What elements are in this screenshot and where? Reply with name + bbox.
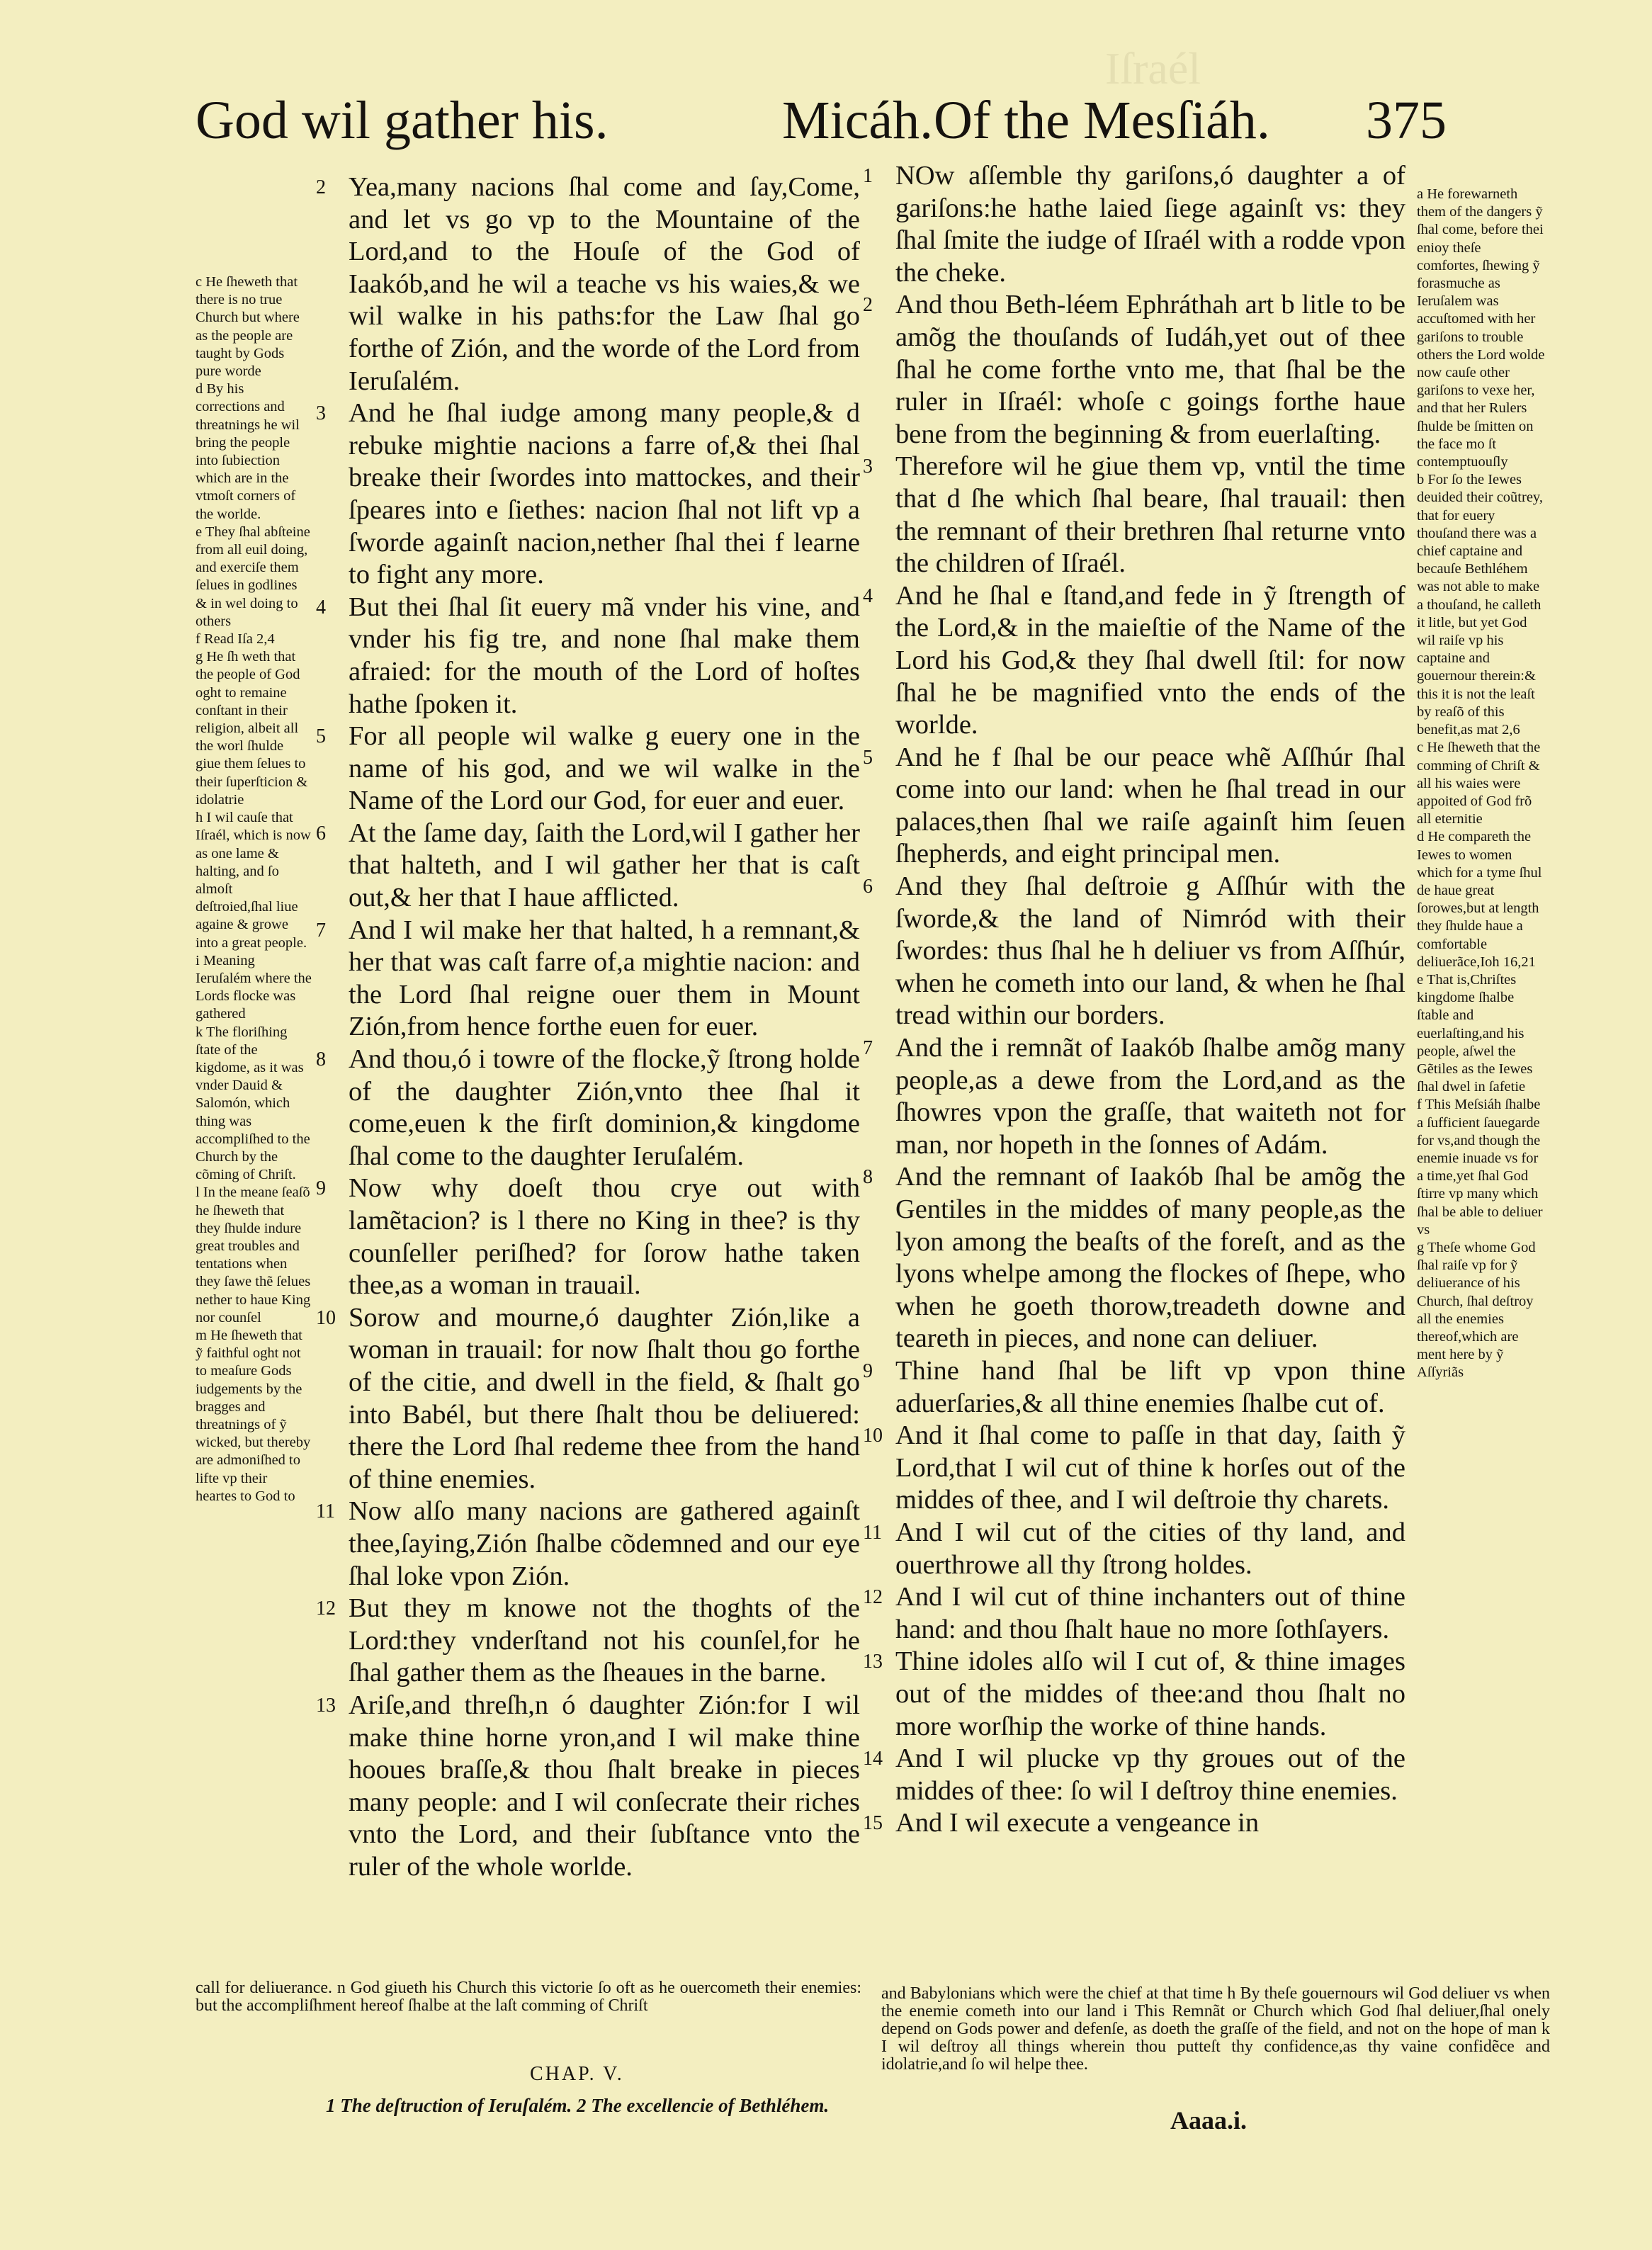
left-verse bbox=[316, 1690, 860, 1884]
margin-gloss: f This Meſsiáh ſhalbe a ſufficient ſauegarde for vs,and though the enemie inuade vs for a time,yet ſhal God ſtirre vp many which ſhal be able to deliuer vs bbox=[1417, 1097, 1543, 1238]
verse-text: Thine hand ſhal be lift vp vpon thine aduerſaries,& all thine enemies ſhalbe cut of. bbox=[895, 1355, 1405, 1418]
right-verse bbox=[863, 1161, 1405, 1355]
verse-number: 3 bbox=[863, 456, 873, 478]
verse-number: 11 bbox=[316, 1500, 335, 1523]
verse-text: Now alſo many nacions are gathered againſt thee,ſaying,Zión ſhalbe cõdemned and our eye ſhal loke vpon Zión. bbox=[349, 1496, 860, 1591]
margin-gloss: d He compareth the Iewes to women which for a tyme ſhul de haue great ſorowes,but at length they ſhulde haue a comfortable deliuerãce,Ioh 16,21 bbox=[1417, 829, 1542, 970]
verse-number: 13 bbox=[863, 1651, 883, 1673]
book-name: Micáh. bbox=[782, 91, 934, 150]
verse-number: 9 bbox=[863, 1359, 873, 1382]
margin-gloss: k The floriſhing ſtate of the kigdome, as it was vnder Dauid & Salomón, which thing was accompliſhed to the Church by the cõming of Chriſt. bbox=[196, 1024, 310, 1183]
verse-text: Thine idoles alſo wil I cut of, & thine images out of the middes of thee:and thou ſhalt no more worſhip the worke of thine hands. bbox=[895, 1646, 1405, 1741]
verse-number: 15 bbox=[863, 1812, 883, 1835]
margin-gloss: m He ſheweth that ỹ faithful oght not to meaſure Gods iudgements by the bragges and threatnings of ỹ wicked, but thereby are admoniſhed to lifte vp their heartes to God to bbox=[196, 1327, 311, 1504]
margin-gloss: c He ſheweth that the comming of Chriſt & all his waies were appoited of God frõ all eternitie bbox=[1417, 740, 1541, 827]
verse-number: 4 bbox=[316, 596, 326, 618]
verse-text: At the ſame day, ſaith the Lord,wil I gather her that halteth, and I wil gather her that is caſt out,& her that I haue afflicted. bbox=[349, 818, 860, 913]
right-verse bbox=[863, 1420, 1405, 1517]
left-verse bbox=[316, 818, 860, 915]
verse-number: 7 bbox=[316, 919, 326, 942]
verse-text: For all people wil walke g euery one in the name of his god, and we wil walke in the Name of the Lord our God, for euer and euer. bbox=[349, 721, 860, 816]
verse-text: But they m knowe not the thoghts of the Lord:they vnderſtand not his counſel,for he ſhal gather them as the ſheaues in the barne. bbox=[349, 1593, 860, 1688]
verse-text: And the i remnãt of Iaakób ſhalbe amõg many people,as a dewe from the Lord,and as the ſhowres vpon the graſſe, that waiteth not for man, nor hopeth in the ſonnes of Adám. bbox=[895, 1033, 1405, 1160]
verse-number: 2 bbox=[863, 294, 873, 317]
verse-text: Ariſe,and threſh,n ó daughter Zión:for I wil make thine horne yron,and I wil make thine hooues braſſe,& thou ſhalt breake in pieces many people: and I wil conſecrate their riches vnto the Lord, and their ſubſtance vnto the ruler of the whole worlde. bbox=[349, 1690, 860, 1882]
verse-number: 12 bbox=[316, 1598, 336, 1620]
right-verse bbox=[863, 1355, 1405, 1420]
bleed-through-text: Iſraél bbox=[1105, 43, 1201, 94]
left-margin-glosses bbox=[196, 273, 312, 1505]
verse-number: 5 bbox=[316, 725, 326, 748]
right-verse bbox=[863, 1581, 1405, 1646]
verse-number: 11 bbox=[863, 1521, 882, 1544]
right-verse bbox=[863, 1646, 1405, 1743]
verse-number: 9 bbox=[316, 1177, 326, 1200]
verse-text: NOw aſſemble thy gariſons,ó daughter a of gariſons:he hathe laied ſiege againſt vs: they ſhal ſmite the iudge of Iſraél with a rodde vpon the cheke. bbox=[895, 161, 1405, 288]
margin-gloss: i Meaning Ieruſalém where the Lords flocke was gathered bbox=[196, 952, 312, 1022]
left-verse bbox=[316, 1496, 860, 1593]
left-verse bbox=[316, 1593, 860, 1690]
left-verse bbox=[316, 1302, 860, 1496]
left-verse bbox=[316, 171, 860, 397]
footnote-left: call for deliuerance. n God giueth his Church this victorie ſo oft as he ouercometh their enemies: but the accompliſhment hereof ſhalbe at the laſt comming of Chriſt bbox=[196, 1979, 861, 2015]
page-number: 375 bbox=[1366, 91, 1447, 150]
right-text-column bbox=[863, 160, 1405, 1840]
left-verse bbox=[316, 592, 860, 720]
right-verse bbox=[863, 580, 1405, 742]
verse-number: 10 bbox=[316, 1306, 336, 1329]
margin-gloss: e They ſhal abſteine from all euil doing, and exerciſe them ſelues in godlines & in wel doing to others bbox=[196, 524, 310, 629]
right-verse bbox=[863, 742, 1405, 871]
left-verse bbox=[316, 397, 860, 592]
margin-gloss: b For ſo the Iewes deuided their coũtrey, that for euery thouſand there was a chief captaine and becauſe Bethléhem was not able to make a thouſand, he calleth it litle, but yet God wil raiſe vp his captaine and gouernour therein:& this it is not the leaſt by reaſõ of this benefit,as mat 2,6 bbox=[1417, 472, 1543, 738]
verse-number: 12 bbox=[863, 1586, 883, 1609]
margin-gloss: e That is,Chriſtes kingdome ſhalbe ſtable and euerlaſting,and his people, aſwel the Gẽtiles as the Iewes ſhal dwel in ſafetie bbox=[1417, 971, 1533, 1095]
margin-gloss: d By his corrections and threatnings he wil bring the people into ſubiection which are in the vtmoſt corners of the worlde. bbox=[196, 381, 300, 522]
verse-text: And the remnant of Iaakób ſhal be amõg the Gentiles in the middes of many people,as the lyon among the beaſts of the foreſt, and as the lyons whelpe among the flockes of ſhepe, who when he goeth thorow,treadeth downe and teareth in pieces, and none can deliuer. bbox=[895, 1162, 1405, 1354]
left-verse bbox=[316, 1172, 860, 1301]
verse-number: 14 bbox=[863, 1748, 883, 1770]
verse-text: Sorow and mourne,ó daughter Zión,like a woman in trauail: for now ſhalt thou go forthe of the citie, and dwell in the field, & ſhalt go into Babél, but there ſhalt thou be deliuered: there the Lord ſhal redeme thee from the hand of thine enemies. bbox=[349, 1302, 860, 1494]
verse-text: And he ſhal e ſtand,and fede in ỹ ſtrength of the Lord,& in the maieſtie of the Name of the Lord his God,& they ſhal dwell ſtil: for now ſhal he be magnified vnto the ends of the worlde. bbox=[895, 580, 1405, 740]
verse-text: Yea,many nacions ſhal come and ſay,Come, and let vs go vp to the Mountaine of the Lord,and to the Houſe of the God of Iaakób,and he wil a teache vs his waies,& we wil walke in his paths:for the Law ſhal go forthe of Zión, and the worde of the Lord from Ieruſalém. bbox=[349, 172, 860, 396]
signature-mark: Aaaa.i. bbox=[1170, 2106, 1247, 2135]
verse-number: 7 bbox=[863, 1037, 873, 1060]
right-verse bbox=[863, 1032, 1405, 1161]
verse-text: And I wil cut of thine inchanters out of thine hand: and thou ſhalt haue no more ſothſayers. bbox=[895, 1582, 1405, 1644]
verse-number: 8 bbox=[863, 1166, 873, 1189]
left-verse bbox=[316, 915, 860, 1044]
verse-number: 6 bbox=[863, 876, 873, 898]
verse-text: And he f ſhal be our peace whẽ Aſſhúr ſhal come into our land: when he ſhal tread in our palaces,then ſhal we raiſe againſt him ſeuen ſhepherds, and eight principal men. bbox=[895, 742, 1405, 869]
verse-text: And it ſhal come to paſſe in that day, ſaith ỹ Lord,that I wil cut of thine k horſes out of the middes of thee, and I wil deſtroie thy charets. bbox=[895, 1420, 1405, 1515]
margin-gloss: a He forewarneth them of the dangers ỹ ſhal come, before thei enioy theſe comfortes, ſhewing ỹ forasmuche as Ieruſalem was accuſtomed with her gariſons to trouble others the Lord wolde now cauſe other gariſons to vexe her, and that her Rulers ſhulde be ſmitten on the face mo ſt contemptuouſly bbox=[1417, 186, 1545, 470]
verse-text: And I wil make her that halted, h a remnant,& her that was caſt farre of,a mightie nacion: and the Lord ſhal reigne ouer them in Mount Zión,from hence forthe euen for euer. bbox=[349, 915, 860, 1042]
verse-number: 6 bbox=[316, 822, 326, 844]
verse-number: 3 bbox=[316, 402, 326, 425]
right-verse bbox=[863, 451, 1405, 580]
running-head-left: God wil gather his. bbox=[196, 91, 609, 150]
right-verse bbox=[863, 1517, 1405, 1581]
right-verse bbox=[863, 1743, 1405, 1807]
verse-text: And I wil plucke vp thy groues out of the middes of thee: ſo wil I deſtroy thine enemies. bbox=[895, 1743, 1405, 1806]
right-verse bbox=[863, 160, 1405, 289]
verse-number: 10 bbox=[863, 1425, 883, 1447]
left-verse bbox=[316, 1044, 860, 1172]
chapter-title: CHAP. V. bbox=[530, 2063, 624, 2085]
verse-number: 4 bbox=[863, 584, 873, 607]
margin-gloss: g Theſe whome God ſhal raiſe vp for ỹ deliuerance of his Church, ſhal deſtroy all the enemies thereof,which are ment here by ỹ Aſſyriãs bbox=[1417, 1239, 1536, 1381]
margin-gloss: h I wil cauſe that Iſraél, which is now as one lame & halting, and ſo almoſt deſtroied,ſhal liue againe & growe into a great people. bbox=[196, 810, 311, 951]
margin-gloss: f Read Iſa 2,4 bbox=[196, 631, 275, 648]
verse-text: But thei ſhal ſit euery mã vnder his vine, and vnder his fig tre, and none ſhal make them afraied: for the mouth of the Lord of hoſtes hathe ſpoken it. bbox=[349, 592, 860, 719]
verse-number: 8 bbox=[316, 1048, 326, 1071]
verse-text: And they ſhal deſtroie g Aſſhúr with the ſworde,& the land of Nimród with their ſwordes: thus ſhal he h deliuer vs from Aſſhúr, when he cometh into our land, & when he ſhal tread within our borders. bbox=[895, 871, 1405, 1031]
verse-number: 5 bbox=[863, 746, 873, 769]
verse-text: And I wil cut of the cities of thy land, and ouerthrowe all thy ſtrong holdes. bbox=[895, 1517, 1405, 1580]
verse-number: 1 bbox=[863, 165, 873, 187]
verse-text: And I wil execute a vengeance in bbox=[895, 1808, 1260, 1838]
right-verse bbox=[863, 871, 1405, 1032]
verse-text: Therefore wil he giue them vp, vntil the time that d ſhe which ſhal beare, ſhal trauail: then the remnant of their brethren ſhal returne vnto the children of Iſraél. bbox=[895, 451, 1405, 579]
footnote-right: and Babylonians which were the chief at that time h By theſe gouernours wil God deliuer vs when the enemie cometh into our land i This Remnãt or Church which God ſhal deliuer,ſhal onely depend on Gods power and defenſe, as doeth the graſſe of the field, and not on the hope of man k I wil deſtroy all things wherein thou putteſt thy confidence,as thy vaine confidẽce and idolatrie,and ſo wil helpe thee. bbox=[881, 1984, 1550, 2074]
margin-gloss: c He ſheweth that there is no true Church but where as the people are taught by Gods pure worde bbox=[196, 274, 300, 380]
right-margin-glosses bbox=[1417, 186, 1546, 1382]
chapter-summary: 1 The deſtruction of Ieruſalém. 2 The excellencie of Bethléhem. bbox=[326, 2095, 830, 2116]
running-head-right: Of the Mesſiáh. bbox=[934, 91, 1270, 150]
verse-number: 2 bbox=[316, 176, 326, 198]
margin-gloss: g He ſh weth that the people of God oght to remaine conſtant in their religion, albeit all the worl ſhulde giue them ſelues to their ſuperſticion & idolatrie bbox=[196, 649, 308, 808]
verse-text: And thou Beth-léem Ephráthah art b litle to be amõg the thouſands of Iudáh,yet out of thee ſhal he come forthe vnto me, that ſhal be the ruler in Iſraél: whoſe c goings forthe haue bene from the beginning & from euerlaſting. bbox=[895, 290, 1405, 449]
verse-number: 13 bbox=[316, 1694, 336, 1717]
right-verse bbox=[863, 289, 1405, 451]
margin-gloss: l In the meane ſeaſõ he ſheweth that they ſhulde indure great troubles and tentations when they ſawe thẽ ſelues nether to haue King nor counſel bbox=[196, 1185, 311, 1325]
right-verse bbox=[863, 1807, 1405, 1840]
verse-text: And thou,ó i towre of the flocke,ỹ ſtrong holde of the daughter Zión,vnto thee ſhal it come,euen k the firſt dominion,& kingdome ſhal come to the daughter Ieruſalém. bbox=[349, 1044, 860, 1171]
left-verse bbox=[316, 720, 860, 818]
left-text-column bbox=[316, 171, 860, 1883]
verse-text: Now why doeſt thou crye out with lamẽtacion? is l there no King in thee? is thy counſeller periſhed? for ſorow hathe taken thee,as a woman in trauail. bbox=[349, 1173, 860, 1301]
verse-text: And he ſhal iudge among many people,& d rebuke mightie nacions a farre of,& thei ſhal breake their ſwordes into mattockes, and their ſpeares into e ſiethes: nacion ſhal not lift vp a ſworde againſt nacion,nether ſhal thei f learne to fight any more. bbox=[349, 398, 860, 590]
